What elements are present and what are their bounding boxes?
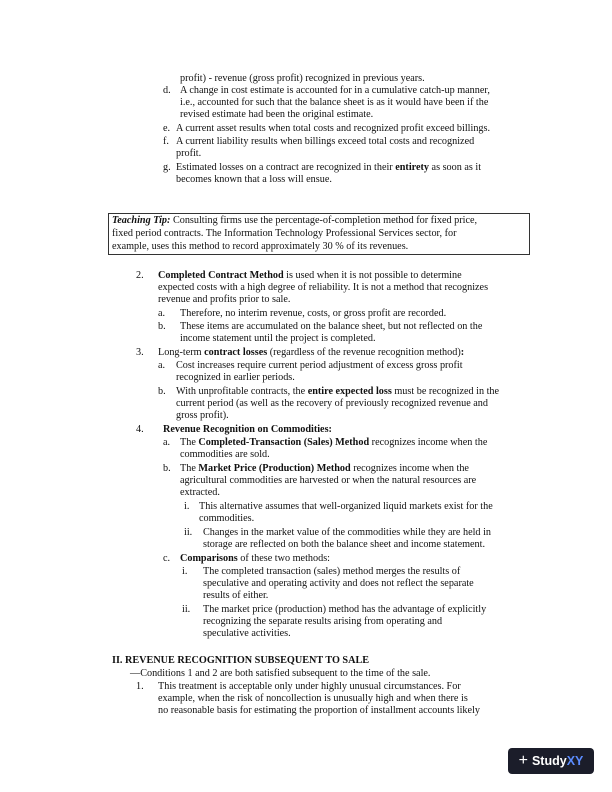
list-marker: 1. — [136, 681, 144, 692]
body-line: A current liability results when billings exceed total costs and recognized — [176, 136, 475, 147]
body-line: storage are reflected on both the balance sheet and income statement. — [203, 539, 486, 550]
term: Market Price (Production) Method — [198, 463, 351, 474]
body-line: This treatment is acceptable only under highly unusual circumstances. For — [158, 681, 461, 692]
body-line: The completed transaction (sales) method merges the results of — [203, 566, 461, 577]
list-marker: a. — [158, 360, 166, 371]
body-line — [163, 424, 332, 436]
body-line: Cost increases require current period adjustment of excess gross profit — [176, 360, 463, 371]
text-run: Long-term — [158, 347, 205, 358]
list-marker: i. — [184, 501, 190, 512]
term: Completed-Transaction (Sales) Method — [198, 437, 370, 448]
body-line: agricultural commodities are harvested or when the natural resources are — [180, 475, 477, 486]
emphasis: entirety — [395, 162, 429, 173]
text-run: The — [180, 437, 199, 448]
body-line: income statement until the project is completed. — [180, 333, 376, 344]
list-marker: 4. — [136, 424, 144, 435]
list-marker: ii. — [182, 604, 191, 615]
colon: : — [460, 347, 465, 358]
body-line — [176, 386, 499, 398]
list-marker: b. — [158, 321, 166, 332]
list-marker: i. — [182, 566, 188, 577]
body-line: recognizing the separate results arising from operating and — [203, 616, 443, 627]
body-line: revised estimate had been the original estimate. — [180, 109, 374, 120]
plus-icon: + — [518, 752, 528, 769]
body-line — [180, 463, 469, 475]
body-line: becomes known that a loss will ensue. — [176, 174, 332, 185]
tip-line: fixed period contracts. The Information Technology Professional Services sector, for — [112, 228, 457, 239]
body-line: commodities are sold. — [180, 449, 270, 460]
list-marker: 2. — [136, 270, 144, 281]
body-line: speculative activities. — [203, 628, 291, 639]
body-line: This alternative assumes that well-organized liquid markets exist for the — [199, 501, 493, 512]
body-line — [176, 162, 481, 174]
list-marker: g. — [163, 162, 171, 173]
tip-label: Teaching Tip: — [112, 215, 171, 226]
list-marker: a. — [158, 308, 166, 319]
tip-line: example, uses this method to record approximately 30 % of its revenues. — [112, 241, 409, 252]
list-marker: 3. — [136, 347, 144, 358]
body-line: expected costs with a high degree of reliability. It is not a method that recognizes — [158, 282, 489, 293]
body-line: profit. — [176, 148, 202, 159]
body-line: results of either. — [203, 590, 269, 601]
term: contract losses — [204, 347, 268, 358]
body-line — [180, 553, 330, 565]
text-run: is used when it is not possible to determine — [283, 270, 462, 281]
body-line: example, when the risk of noncollection is unusually high and when there is — [158, 693, 468, 704]
text-run: With unprofitable contracts, the — [176, 386, 308, 397]
body-line: i.e., accounted for such that the balance sheet is as it would have been if the — [180, 97, 489, 108]
text-run: recognizes income when the — [350, 463, 469, 474]
body-line: profit) - revenue (gross profit) recognized in previous years. — [180, 73, 425, 84]
body-line: Changes in the market value of the commodities while they are held in — [203, 527, 491, 538]
body-line: no reasonable basis for estimating the proportion of installment accounts likely — [158, 705, 480, 716]
body-line — [158, 270, 462, 282]
body-line: speculative and operating activity and does not reflect the separate — [203, 578, 474, 589]
term: Comparisons — [180, 553, 238, 564]
body-line: A current asset results when total costs and recognized profit exceed billings. — [176, 123, 491, 134]
body-line: current period (as well as the recovery of previously recognized revenue and — [176, 398, 488, 409]
text-run: as soon as it — [429, 162, 482, 173]
body-line: gross profit). — [176, 410, 229, 421]
list-marker: b. — [158, 386, 166, 397]
body-line: extracted. — [180, 487, 220, 498]
text-run: recognizes income when the — [369, 437, 488, 448]
list-marker: b. — [163, 463, 171, 474]
text-run: of these two methods: — [237, 553, 330, 564]
text-run: must be recognized in the — [391, 386, 500, 397]
studyxy-logo[interactable] — [508, 748, 594, 774]
body-line — [158, 347, 464, 359]
tip-line — [112, 215, 477, 227]
list-marker: d. — [163, 85, 171, 96]
teaching-tip-box — [108, 213, 530, 255]
text-run: The — [180, 463, 199, 474]
text-run: Estimated losses on a contract are recognized in their — [176, 162, 396, 173]
list-marker: a. — [163, 437, 171, 448]
logo-word: Study — [531, 754, 567, 768]
body-line: revenue and profits prior to sale. — [158, 294, 291, 305]
text-run: (regardless of the revenue recognition method) — [267, 347, 461, 358]
body-line: The market price (production) method has the advantage of explicitly — [203, 604, 487, 615]
list-marker: ii. — [184, 527, 193, 538]
section-heading: II. REVENUE RECOGNITION SUBSEQUENT TO SALE — [112, 655, 370, 666]
body-line — [180, 437, 487, 449]
body-line: recognized in earlier periods. — [176, 372, 295, 383]
body-line: These items are accumulated on the balance sheet, but not reflected on the — [180, 321, 483, 332]
list-marker: c. — [163, 553, 171, 564]
body-line: —Conditions 1 and 2 are both satisfied subsequent to the time of the sale. — [130, 668, 431, 679]
body-line: commodities. — [199, 513, 255, 524]
logo-accent: XY — [566, 754, 584, 768]
text-run: Consulting firms use the percentage-of-completion method for fixed price, — [170, 215, 478, 226]
term: entire expected loss — [307, 386, 392, 397]
list-marker: e. — [163, 123, 171, 134]
body-line: Therefore, no interim revenue, costs, or gross profit are recorded. — [180, 308, 447, 319]
term: Completed Contract Method — [158, 270, 284, 281]
body-line: A change in cost estimate is accounted for in a cumulative catch-up manner, — [180, 85, 490, 96]
subheading: Revenue Recognition on Commodities: — [163, 424, 332, 435]
list-marker: f. — [163, 136, 169, 147]
